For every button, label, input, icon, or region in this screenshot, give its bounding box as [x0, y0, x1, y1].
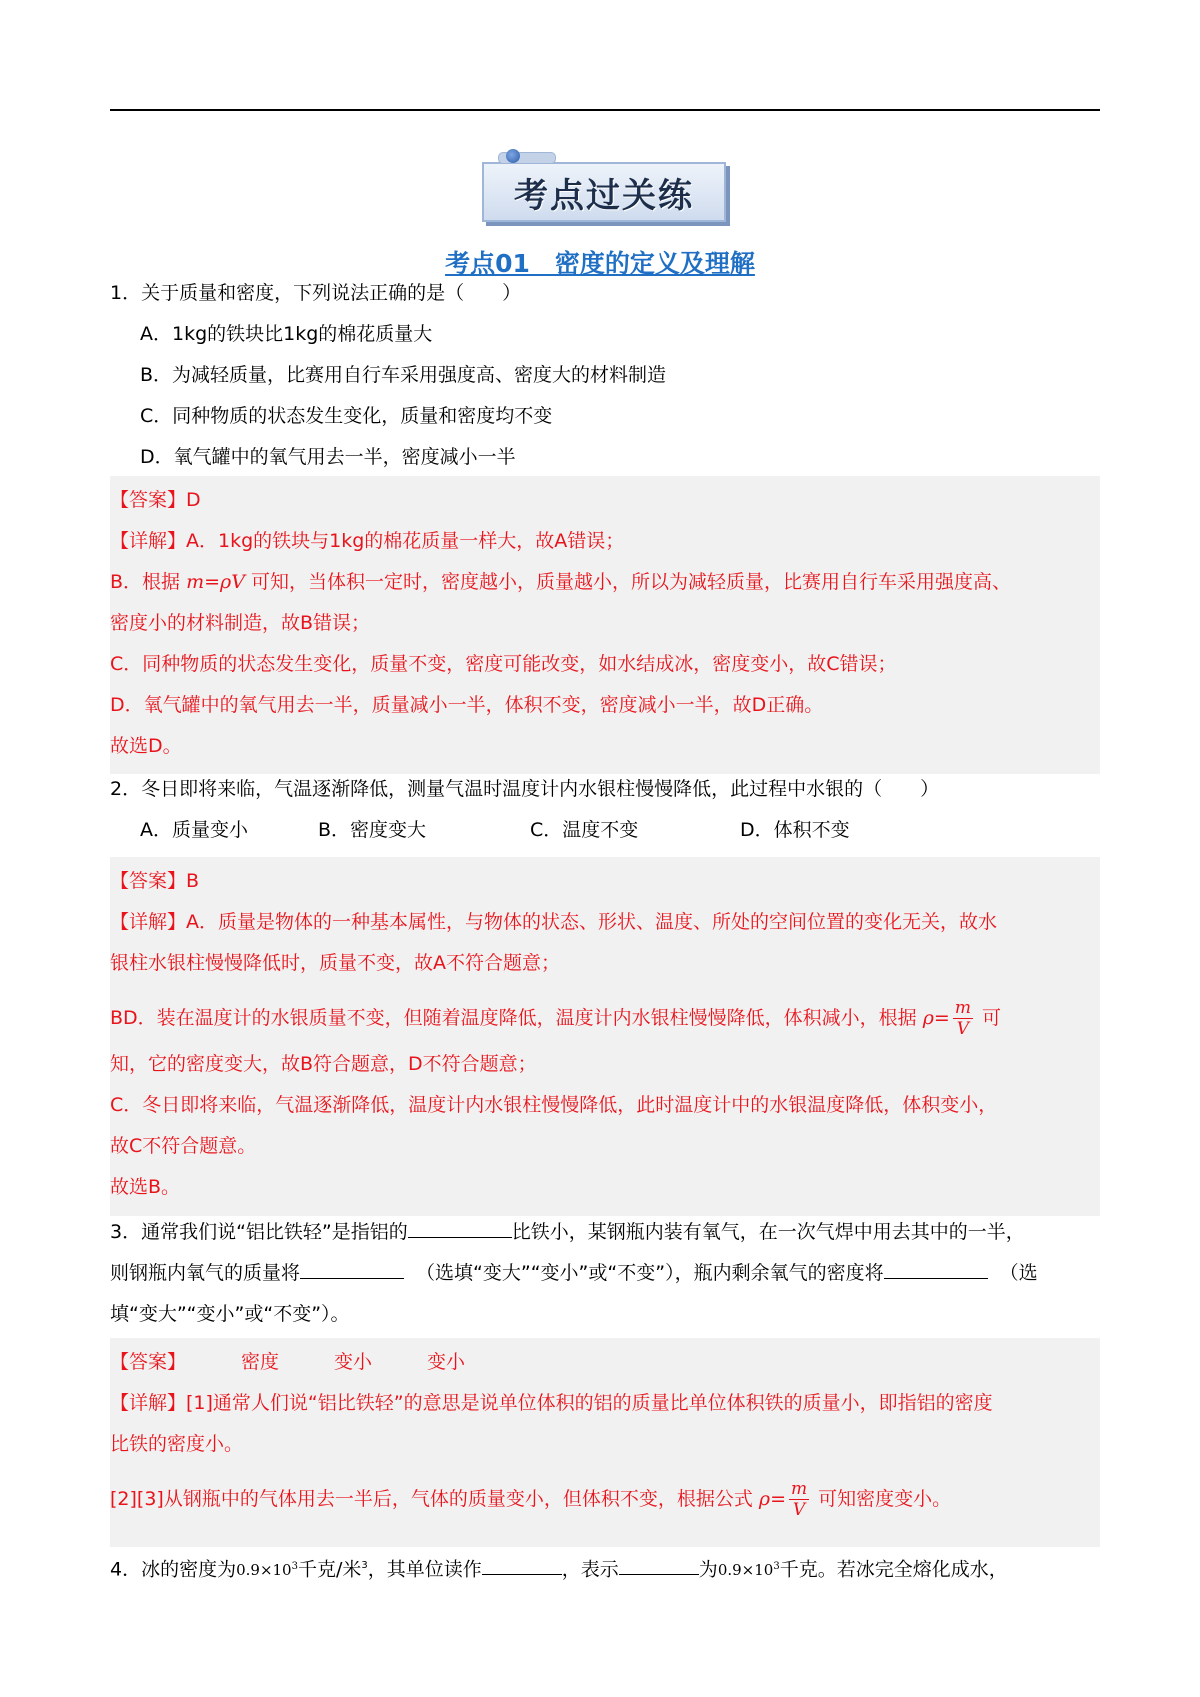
- q4-line-1-c: ，其单位读作: [367, 1558, 482, 1581]
- q3-line-1: [110, 1219, 1025, 1245]
- q4-sci-exponent: 3: [291, 1561, 298, 1573]
- q3-answer-3: 变小: [427, 1351, 466, 1373]
- q3-line-2: [110, 1260, 1038, 1286]
- q1-option-c: C．同种物质的状态发生变化，质量和密度均不变: [140, 405, 553, 427]
- fraction-denominator: V: [792, 1500, 806, 1520]
- q4-line-1-d: ，表示: [561, 1558, 619, 1581]
- q3-detail-3-pre: [2][3]从钢瓶中的气体用去一半后，气体的质量变小，但体积不变，根据公式: [110, 1488, 753, 1510]
- q1-answer: 【答案】D: [110, 489, 201, 511]
- q4-blank-2[interactable]: [619, 1556, 699, 1575]
- q3-detail-3-post: 可知密度变小。: [818, 1488, 952, 1510]
- banner-text: 考点过关练: [514, 175, 694, 216]
- q3-answer-2: 变小: [334, 1351, 373, 1373]
- q4-density-value: [236, 1561, 298, 1579]
- q3-line-3: 填“变大”“变小”或“不变”）。: [110, 1303, 350, 1325]
- q3-line-2-a: 则钢瓶内氧气的质量将: [110, 1262, 301, 1284]
- q2-detail-4: 知，它的密度变大，故B符合题意，D不符合题意；: [110, 1053, 537, 1075]
- equals-sign: =: [933, 1007, 950, 1029]
- q1-option-a: A．1kg的铁块比1kg的棉花质量大: [140, 323, 433, 345]
- banner: [482, 162, 726, 222]
- top-rule: [110, 109, 1100, 111]
- q3-detail-2: 比铁的密度小。: [110, 1433, 244, 1455]
- q4-line-1-f: 千克。若冰完全熔化成水，: [779, 1558, 1008, 1581]
- q2-answer: 【答案】B: [110, 870, 200, 892]
- q3-line-2-b: （选填“变大”“变小”或“不变”），瓶内剩余氧气的密度将: [416, 1262, 884, 1284]
- q1-detail-6: 故选D。: [110, 735, 182, 757]
- q2-detail-3-post: 可: [981, 1007, 1001, 1029]
- q1-detail-5: D．氧气罐中的氧气用去一半，质量减小一半，体积不变，密度减小一半，故D正确。: [110, 694, 824, 716]
- q3-detail-1: 【详解】[1]通常人们说“铝比铁轻”的意思是说单位体积的铝的质量比单位体积铁的质量小，即指铝的密度: [110, 1392, 993, 1414]
- q3-blank-2[interactable]: [300, 1260, 404, 1279]
- q1-detail-3: 密度小的材料制造，故B错误；: [110, 612, 371, 634]
- equals-sign: =: [770, 1488, 786, 1510]
- rho-symbol: ρ: [758, 1488, 771, 1510]
- q1-option-b: B．为减轻质量，比赛用自行车采用强度高、密度大的材料制造: [140, 364, 667, 386]
- q3-line-2-c: （选: [999, 1262, 1038, 1284]
- q1-detail-2-post: 可知，当体积一定时，密度越小，质量越小，所以为减轻质量，比赛用自行车采用强度高、: [250, 571, 1011, 593]
- q3-detail-3: [110, 1477, 951, 1521]
- q4-blank-1[interactable]: [482, 1556, 562, 1575]
- density-fraction: [789, 1479, 809, 1520]
- q2-detail-1: 【详解】A．质量是物体的一种基本属性，与物体的状态、形状、温度、所处的空间位置的变化无关，故水: [110, 911, 998, 933]
- rho-symbol: ρ: [922, 1007, 934, 1029]
- q1-option-d: D．氧气罐中的氧气用去一半，密度减小一半: [140, 446, 516, 468]
- q1-detail-1: 【详解】A．1kg的铁块与1kg的棉花质量一样大，故A错误；: [110, 530, 625, 552]
- section-title: 考点01 密度的定义及理解: [445, 249, 755, 278]
- q4-sci-mantissa-2: 0.9×10: [717, 1561, 774, 1580]
- fraction-numerator: m: [954, 998, 971, 1018]
- q3-line-1-b: 比铁小，某钢瓶内装有氧气，在一次气焊中用去其中的一半，: [511, 1221, 1025, 1243]
- q3-answer: [110, 1349, 465, 1375]
- q2-detail-6: 故C不符合题意。: [110, 1135, 257, 1157]
- q4-line-1: [110, 1553, 1008, 1583]
- q4-sci-exponent-2: 3: [773, 1561, 780, 1573]
- fraction-numerator: m: [790, 1479, 808, 1499]
- q4-unit: 千克/米: [297, 1558, 362, 1581]
- q2-detail-3-pre: BD．装在温度计的水银质量不变，但随着温度降低，温度计内水银柱慢慢降低，体积减小，根据: [110, 1007, 917, 1029]
- q3-answer-label: 【答案】: [110, 1351, 187, 1373]
- fraction-denominator: V: [956, 1019, 970, 1039]
- q4-mass-value: [718, 1561, 780, 1579]
- q1-detail-2-pre: B．根据: [110, 571, 181, 593]
- q4-line-1-a: 4．冰的密度为: [110, 1558, 237, 1581]
- q2-stem: 2．冬日即将来临，气温逐渐降低，测量气温时温度计内水银柱慢慢降低，此过程中水银的（ ）: [110, 778, 940, 800]
- q1-formula: m=ρV: [186, 571, 245, 593]
- q2-option-c: C．温度不变: [530, 819, 639, 841]
- q1-detail-4: C．同种物质的状态发生变化，质量不变，密度可能改变，如水结成冰，密度变小，故C错误；: [110, 653, 897, 675]
- q3-blank-3[interactable]: [884, 1260, 988, 1279]
- q4-unit-exponent: 3: [361, 1560, 368, 1571]
- q4-sci-mantissa: 0.9×10: [236, 1561, 292, 1580]
- density-fraction: [953, 998, 973, 1039]
- q3-line-1-a: 3．通常我们说“铝比铁轻”是指铝的: [110, 1221, 408, 1243]
- q3-answer-1: 密度: [241, 1351, 280, 1373]
- q4-line-1-e: 为: [698, 1558, 718, 1581]
- q2-detail-2: 银柱水银柱慢慢降低时，质量不变，故A不符合题意；: [110, 952, 560, 974]
- q2-detail-3: [110, 996, 1001, 1040]
- q2-detail-7: 故选B。: [110, 1176, 181, 1198]
- q2-option-d: D．体积不变: [740, 819, 850, 841]
- q2-option-a: A．质量变小: [140, 819, 248, 841]
- q2-option-b: B．密度变大: [318, 819, 427, 841]
- q1-stem: 1．关于质量和密度，下列说法正确的是（ ）: [110, 282, 522, 304]
- q3-blank-1[interactable]: [408, 1219, 512, 1238]
- pin-icon: [506, 149, 520, 163]
- q2-detail-5: C．冬日即将来临，气温逐渐降低，温度计内水银柱慢慢降低，此时温度计中的水银温度降低，体积变小，: [110, 1094, 998, 1116]
- q1-detail-2: [110, 569, 1011, 595]
